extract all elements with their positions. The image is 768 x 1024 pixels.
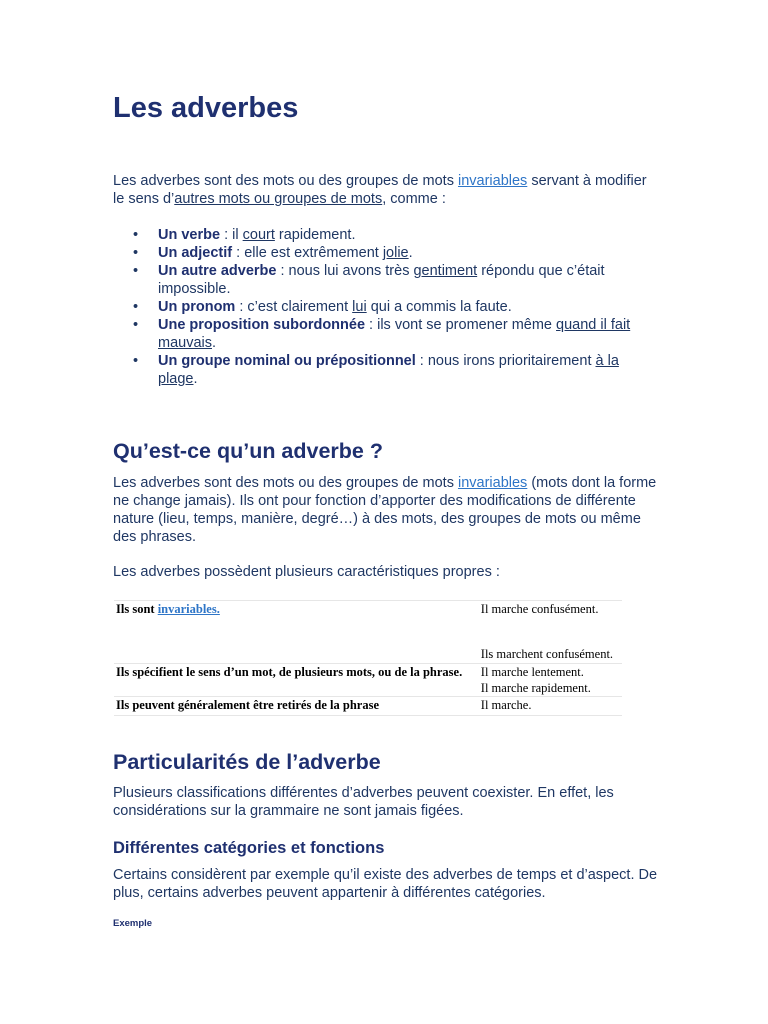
list-item: • Un verbe : il court rapidement. <box>113 226 658 244</box>
subheading-categories: Différentes catégories et fonctions <box>113 839 385 857</box>
list-item: • Une proposition subordonnée : ils vont se promener même quand il fait mauvais. <box>113 316 658 352</box>
table-row: Ils peuvent généralement être retirés de la phrase Il marche. <box>114 697 622 716</box>
section-heading-definition: Qu’est-ce qu’un adverbe ? <box>113 439 383 463</box>
list-item: • Un groupe nominal ou prépositionnel : nous irons prioritairement à la plage. <box>113 352 658 388</box>
characteristics-intro: Les adverbes possèdent plusieurs caractéristiques propres : <box>113 564 500 580</box>
table-row: Ils sont invariables. Il marche confusément. Ils marchent confusément. <box>114 601 622 664</box>
list-item: • Un pronom : c’est clairement lui qui a commis la faute. <box>113 298 658 316</box>
definition-paragraph: Les adverbes sont des mots ou des groupes de mots invariables (mots dont la forme ne change jamais). Ils ont pour fonction d’apporter des modifications de différente nature (lieu, temps, manière, degré…) à des mots, des groupes de mots ou même des phrases. <box>113 475 657 545</box>
intro-paragraph: Les adverbes sont des mots ou des groupes de mots invariables servant à modifier le sens d’autres mots ou groupes de mots, comme : <box>113 173 647 207</box>
examples-list <box>113 226 658 388</box>
particularities-paragraph: Plusieurs classifications différentes d’adverbes peuvent coexister. En effet, les considérations sur la grammaire ne sont jamais figées. <box>113 785 614 819</box>
page-title: Les adverbes <box>113 92 299 124</box>
example-label: Exemple <box>113 918 153 929</box>
section-heading-particularities: Particularités de l’adverbe <box>113 750 381 774</box>
table-row: Ils spécifient le sens d’un mot, de plusieurs mots, ou de la phrase. Il marche lentement. Il marche rapidement. <box>114 664 622 697</box>
characteristics-table <box>114 600 659 716</box>
invariables-link[interactable]: invariables. <box>157 602 220 616</box>
invariables-link[interactable]: invariables <box>457 173 528 189</box>
invariables-link[interactable]: invariables <box>457 475 528 491</box>
list-item: • Un autre adverbe : nous lui avons très gentiment répondu que c’était impossible. <box>113 262 658 298</box>
list-item: • Un adjectif : elle est extrêmement jolie. <box>113 244 658 262</box>
categories-paragraph: Certains considèrent par exemple qu’il existe des adverbes de temps et d’aspect. De plus, certains adverbes peuvent appartenir à différentes catégories. <box>113 867 658 901</box>
